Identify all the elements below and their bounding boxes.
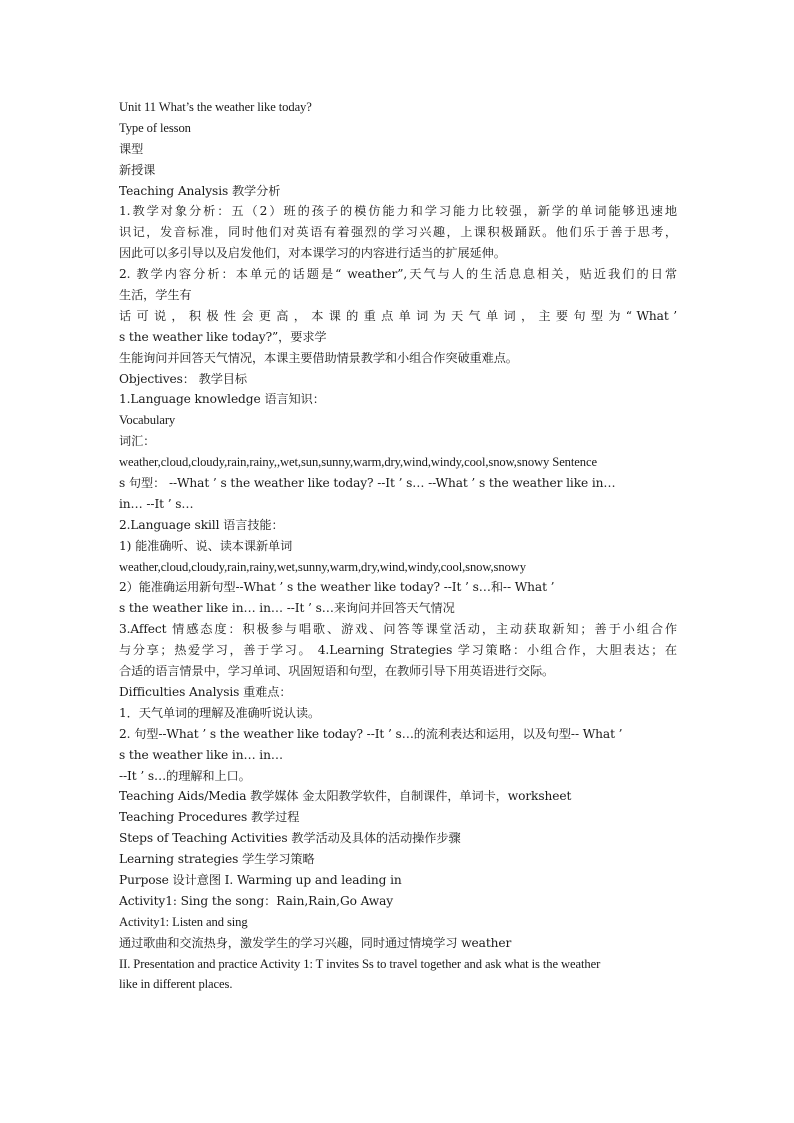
purpose-warmup: Purpose 设计意图 I. Warming up and leading in	[119, 872, 402, 887]
skill-item-cont: s the weather like in… in… --It ’ s…来询问并回答天气情况	[119, 601, 455, 616]
paragraph-line: 生活，学生有	[119, 288, 192, 303]
unit-title: Unit 11 What’s the weather like today?	[119, 100, 312, 114]
teaching-aids: Teaching Aids/Media 教学媒体 金太阳教学软件，自制课件，单词卡，worksheet	[119, 789, 572, 804]
activity-item: Activity1: Listen and sing	[119, 914, 248, 929]
language-knowledge-heading: 1.Language knowledge 语言知识：	[119, 392, 325, 407]
vocabulary-label-cn: 词汇：	[119, 434, 156, 449]
lesson-type-label: Type of lesson	[119, 120, 191, 135]
paragraph-line: s the weather like today?”，要求学	[119, 329, 327, 344]
difficulty-item: 1．天气单词的理解及准确听说认读。	[119, 705, 321, 720]
presentation-line: like in different places.	[119, 977, 233, 992]
difficulty-item-cont: --It ’ s…的理解和上口。	[119, 768, 251, 783]
paragraph-line: 因此可以多引导以及启发他们，对本课学习的内容进行适当的扩展延伸。	[119, 246, 506, 261]
document-body	[119, 97, 677, 995]
vocabulary-list: weather,cloud,cloudy,rain,rainy,,wet,sun,sunny,warm,dry,wind,windy,cool,snow,snowy Sentence	[119, 455, 597, 470]
lesson-type-label-cn: 课型	[119, 141, 144, 156]
language-skill-heading: 2.Language skill 语言技能：	[119, 517, 284, 532]
objectives-heading: Objectives： 教学目标	[119, 371, 247, 386]
affect-line: 与分享；热爱学习，善于学习。 4.Learning Strategies 学习策略：小组合作，大胆表达；在	[119, 643, 677, 658]
difficulties-heading: Difficulties Analysis 重难点：	[119, 684, 292, 699]
purpose-note: 通过歌曲和交流热身，激发学生的学习兴趣，同时通过情境学习 weather	[119, 935, 512, 950]
paragraph-line: 2. 教学内容分析：本单元的话题是“ weather”,天气与人的生活息息相关，贴近我们的日常	[119, 267, 677, 282]
paragraph-line: 话 可 说 ， 积 极 性 会 更 高 ， 本 课 的 重 点 单 词 为 天 气 单 词 ， 主 要 句 型 为 “ What ’	[119, 308, 677, 323]
affect-line: 3.Affect 情感态度：积极参与唱歌、游戏、问答等课堂活动，主动获取新知；善于小组合作	[119, 622, 677, 637]
learning-strategies-heading: Learning strategies 学生学习策略	[119, 852, 315, 867]
difficulty-item-cont: s the weather like in… in…	[119, 747, 283, 762]
sentence-patterns-cont: in… --It ’ s…	[119, 496, 194, 511]
presentation-line: II. Presentation and practice Activity 1: T invites Ss to travel together and ask what is the weather	[119, 956, 601, 971]
lesson-type-value: 新授课	[119, 162, 156, 177]
vocabulary-label: Vocabulary	[119, 413, 176, 428]
skill-item: 2）能准确运用新句型--What ’ s the weather like today? --It ’ s…和-- What ’	[119, 580, 555, 595]
sentence-patterns: s 句型： --What ’ s the weather like today? --It ’ s… --What ’ s the weather like in…	[119, 476, 616, 491]
skill-item: 1) 能准确听、说、读本课新单词	[119, 538, 293, 553]
teaching-analysis-heading: Teaching Analysis 教学分析	[119, 183, 281, 198]
paragraph-line: 1.教学对象分析：五（2）班的孩子的模仿能力和学习能力比较强，新学的单词能够迅速地	[119, 204, 677, 219]
paragraph-line: 生能询问并回答天气情况，本课主要借助情景教学和小组合作突破重难点。	[119, 350, 518, 365]
paragraph-line: 识记，发音标准，同时他们对英语有着强烈的学习兴趣，上课积极踊跃。他们乐于善于思考，	[119, 225, 677, 240]
difficulty-item: 2. 句型--What ’ s the weather like today? --It ’ s…的流利表达和运用，以及句型-- What ’	[119, 726, 623, 741]
affect-line: 合适的语言情景中，学习单词、巩固短语和句型，在教师引导下用英语进行交际。	[119, 664, 555, 679]
teaching-procedures-heading: Teaching Procedures 教学过程	[119, 810, 300, 825]
activity-item: Activity1: Sing the song：Rain,Rain,Go Away	[119, 893, 394, 908]
steps-heading: Steps of Teaching Activities 教学活动及具体的活动操作步骤	[119, 831, 461, 846]
skill-word-list: weather,cloud,cloudy,rain,rainy,wet,sunny,warm,dry,wind,windy,cool,snow,snowy	[119, 559, 526, 574]
